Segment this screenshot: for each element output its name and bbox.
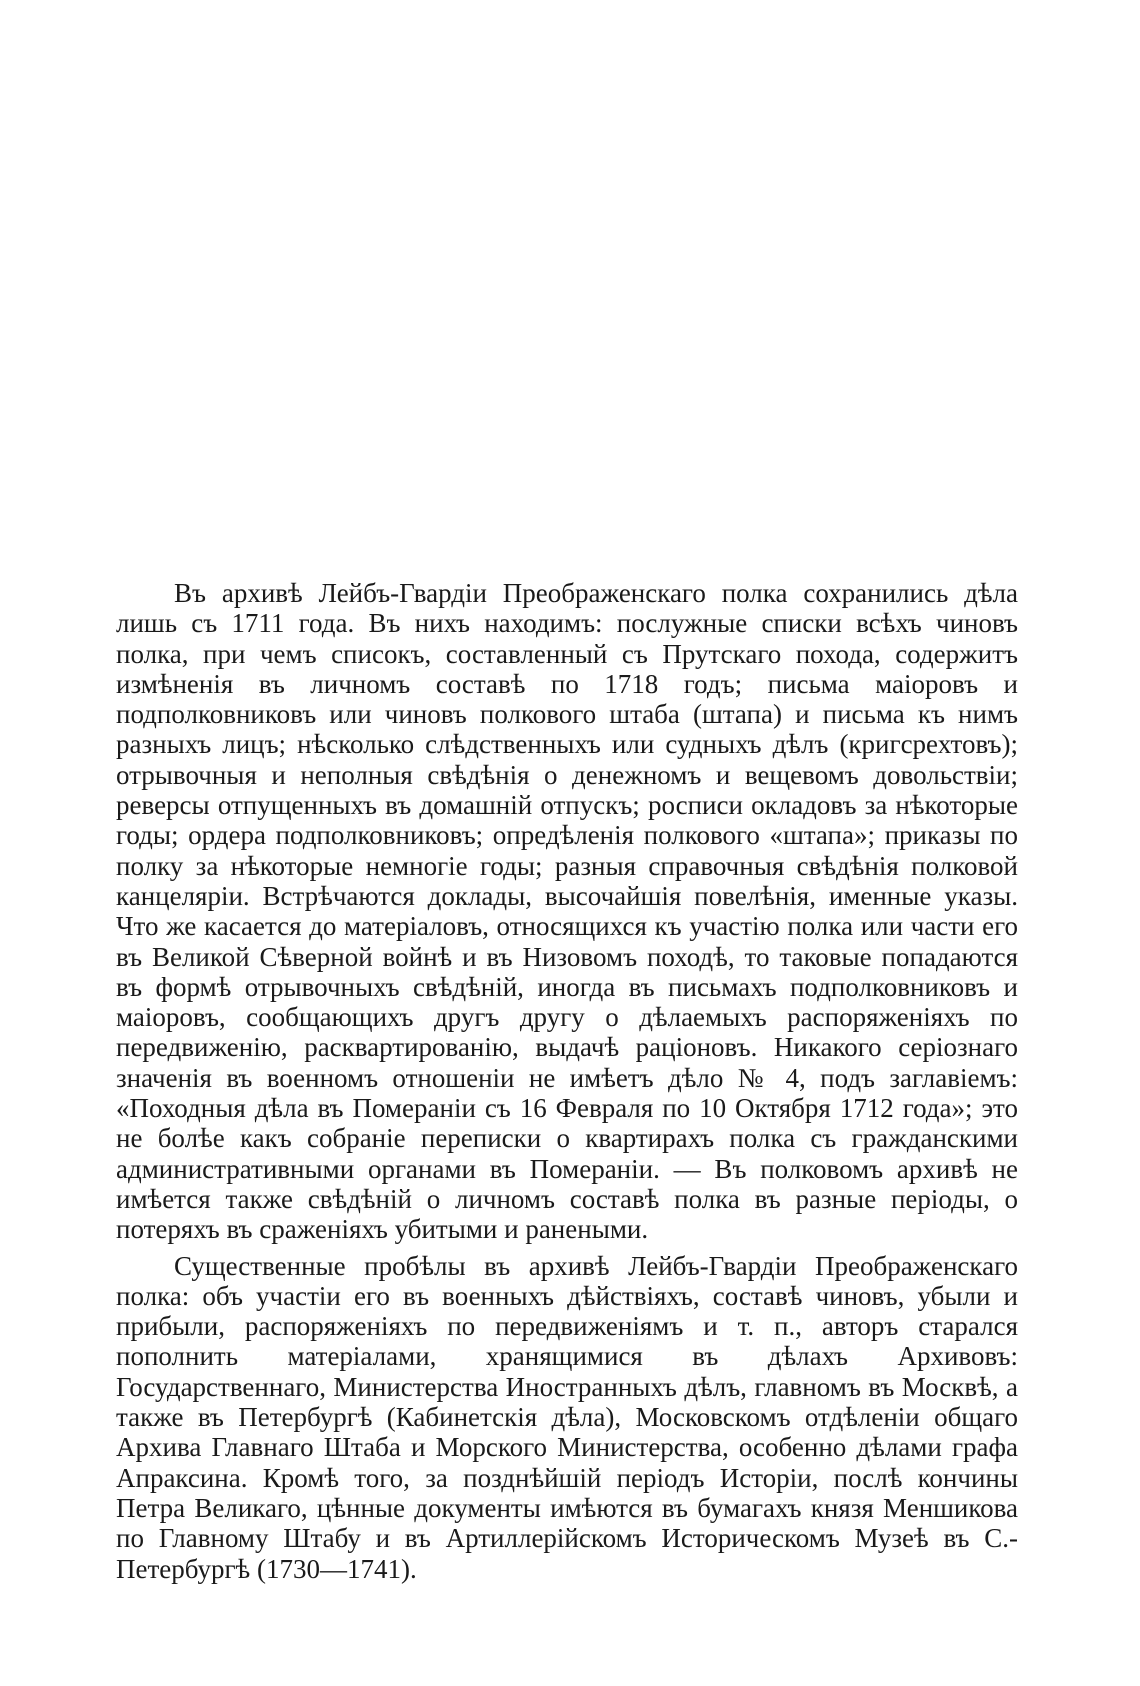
- body-text: [116, 578, 1018, 1584]
- paragraph-archive-gaps: Существенные пробѣлы въ архивѣ Лейбъ-Гвардіи Преображенскаго полка: объ участіи его въ военныхъ дѣйствіяхъ, составѣ чиновъ, убыли и прибыли, распоряженіяхъ по передвиженіямъ и т. п., авторъ старался пополнить матеріалами, хранящимися въ дѣлахъ Архивовъ: Государственнаго, Министерства Иностранныхъ дѣлъ, главномъ въ Москвѣ, а также въ Петербургѣ (Кабинетскія дѣла), Московскомъ отдѣленіи общаго Архива Главнаго Штаба и Морского Министерства, особенно дѣлами графа Апраксина. Кромѣ того, за позднѣйшій періодъ Исторіи, послѣ кончины Петра Великаго, цѣнные документы имѣются въ бумагахъ князя Меншикова по Главному Штабу и въ Артиллерійскомъ Историческомъ Музеѣ въ С.-Петербургѣ (1730—1741).: [116, 1250, 1018, 1584]
- paragraph-archive-contents: Въ архивѣ Лейбъ-Гвардіи Преображенскаго полка сохранились дѣла лишь съ 1711 года. Въ нихъ находимъ: послужные списки всѣхъ чиновъ полка, при чемъ списокъ, составленный съ Прутскаго похода, содержитъ измѣненія въ личномъ составѣ по 1718 годъ; письма маіоровъ и подполковниковъ или чиновъ полкового штаба (штапа) и письма къ нимъ разныхъ лицъ; нѣсколько слѣдственныхъ или судныхъ дѣлъ (кригсрехтовъ); отрывочныя и неполныя свѣдѣнія о денежномъ и вещевомъ довольствіи; реверсы отпущенныхъ въ домашній отпускъ; росписи окладовъ за нѣкоторые годы; ордера подполковниковъ; опредѣленія полкового «штапа»; приказы по полку за нѣкоторые немногіе годы; разныя справочныя свѣдѣнія полковой канцеляріи. Встрѣчаются доклады, высочайшія повелѣнія, именные указы. Что же касается до матеріаловъ, относящихся къ участію полка или части его въ Великой Сѣверной войнѣ и въ Низовомъ походѣ, то таковые попадаются въ формѣ отрывочныхъ свѣдѣній, иногда въ письмахъ подполковниковъ и маіоровъ, сообщающихъ другъ другу о дѣлаемыхъ распоряженіяхъ по передвиженію, расквартированію, выдачѣ раціоновъ. Никакого серіознаго значенія въ военномъ отношеніи не имѣетъ дѣло № 4, подъ заглавіемъ: «Походныя дѣла въ Помераніи съ 16 Февраля по 10 Октября 1712 года»; это не болѣе какъ собраніе переписки о квартирахъ полка съ гражданскими административными органами въ Помераніи. — Въ полковомъ архивѣ не имѣется также свѣдѣній о личномъ составѣ полка въ разные періоды, о потеряхъ въ сраженіяхъ убитыми и ранеными.: [116, 578, 1018, 1245]
